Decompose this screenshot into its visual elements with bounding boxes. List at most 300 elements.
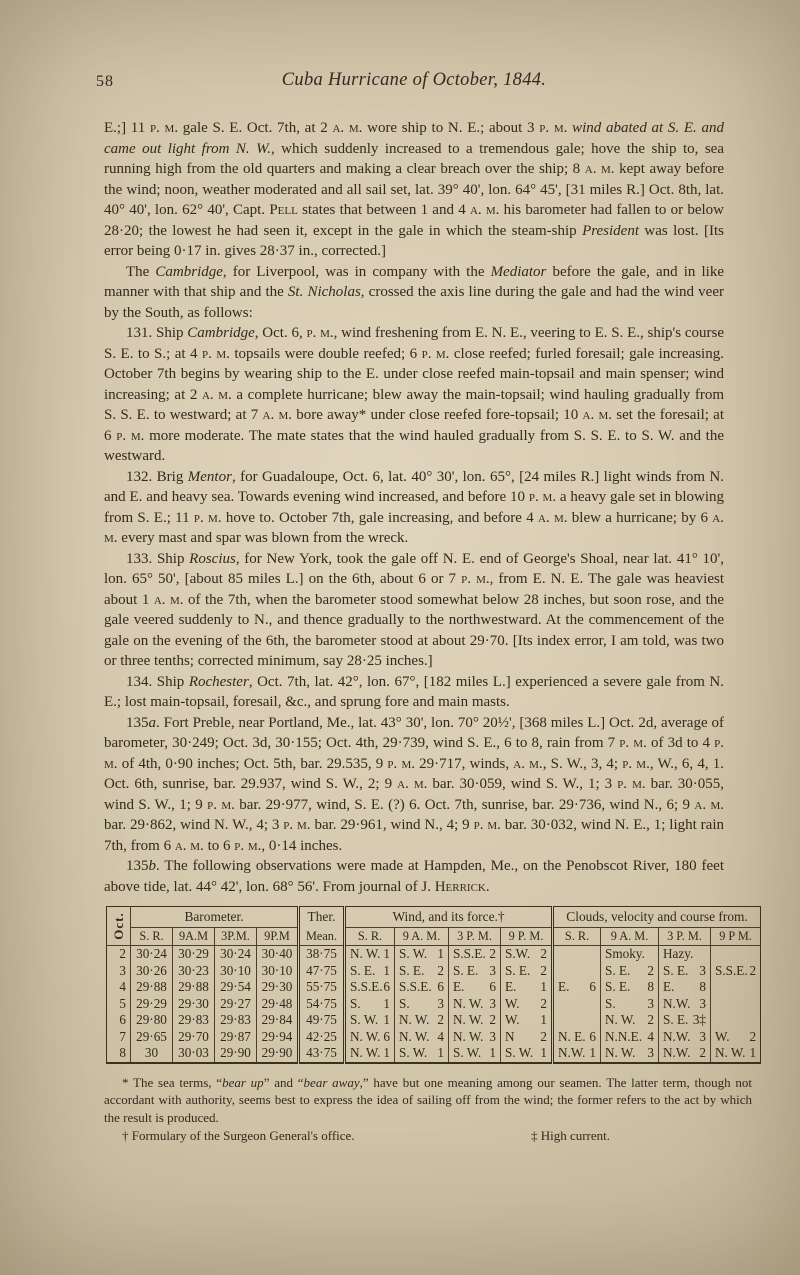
clouds-direction: S. E.: [663, 962, 689, 978]
text-run: , wind freshening from E. N. E., veering to E. S. E., ship's course S. E. to S.; at 4: [104, 325, 724, 362]
group-header: Barometer.: [131, 907, 299, 928]
cell-wind: [395, 963, 449, 980]
cell-barometer: 29·65: [131, 1029, 173, 1046]
text-run: wore ship to N. E.; about 3: [362, 120, 540, 136]
text-run: . The following observations were made at Hampden, Me., on the Penobscot River, 180 feet above tide, lat. 44° 42', lon. 68° 56'. From journal of J.: [104, 858, 724, 895]
cell-wind: [501, 1045, 553, 1063]
month-column-header: [107, 907, 131, 946]
wind-direction: N. W.: [399, 1012, 430, 1028]
wind-direction: S. W.: [505, 1045, 534, 1061]
page-content: [104, 118, 757, 1145]
cell-ther-mean: 43·75: [299, 1045, 345, 1063]
group-header: Clouds, velocity and course from.: [553, 907, 761, 928]
cell-barometer: 30: [131, 1045, 173, 1063]
cell-barometer: 30·40: [257, 946, 299, 963]
wind-direction: N. W.: [350, 1028, 381, 1044]
cell-date: 5: [119, 995, 126, 1011]
text-run: p. m.: [202, 345, 230, 362]
clouds-direction: Hazy.: [663, 946, 694, 962]
paragraph-cambridge-intro: [104, 262, 724, 324]
clouds-direction: N. E.: [558, 1028, 586, 1044]
text-run: p. m.: [473, 817, 501, 833]
cell-barometer: 29·88: [173, 979, 215, 996]
text-run: , 0·14 inches.: [261, 837, 343, 854]
wind-direction: E.: [453, 979, 465, 995]
cell-wind: [395, 946, 449, 963]
wind-force: 2: [437, 1012, 444, 1028]
text-run: E.;] 11: [104, 120, 150, 136]
cell-clouds: [601, 979, 659, 996]
footnote-row: [104, 1127, 752, 1145]
text-run: bar. 29·977, wind, S. E. (?) 6. Oct. 7th, sunrise, bar. 29·736, wind N., 6; 9: [234, 796, 695, 813]
clouds-direction: N.W.: [663, 995, 691, 1011]
text-run: ” and “: [263, 1074, 304, 1090]
text-run: p. m.: [421, 345, 450, 362]
cell-clouds: [659, 996, 711, 1013]
cell-barometer: 30·23: [173, 963, 215, 980]
text-run: , W., 6, 4, 1. Oct. 6th, sunrise, bar. 29.937, wind S. W., 2; 9: [104, 755, 724, 792]
text-run: a. m.: [201, 386, 232, 403]
cell-barometer: 30·29: [173, 946, 215, 963]
clouds-direction: S.: [605, 995, 616, 1011]
cell-wind: [345, 1029, 395, 1046]
text-run: p. m.: [619, 735, 647, 751]
clouds-direction: S. E.: [605, 962, 631, 978]
text-run: a. m.: [469, 202, 500, 218]
table-row: [107, 979, 761, 996]
wind-force: 2: [540, 1028, 548, 1044]
cloud-velocity: 3: [699, 962, 707, 978]
cell-barometer: 29·88: [131, 979, 173, 996]
clouds-direction: N. W.: [715, 1045, 746, 1061]
observations-table: [106, 906, 761, 1064]
text-run: , Oct. 6,: [254, 325, 307, 341]
cloud-velocity: 2: [749, 1028, 757, 1044]
cell-clouds: [553, 1029, 601, 1046]
clouds-direction: N.W.: [663, 1045, 691, 1061]
table-row: [107, 996, 761, 1013]
sub-header: 9P.M: [257, 928, 299, 946]
text-run: p. m.: [149, 120, 179, 136]
cell-wind: [449, 1012, 501, 1029]
cell-barometer: 30·26: [131, 963, 173, 980]
text-run: p. m.: [617, 776, 646, 792]
wind-force: 6: [383, 979, 390, 995]
clouds-direction: Smoky.: [605, 946, 645, 962]
text-run: a. m.: [397, 776, 428, 792]
cell-wind: [501, 979, 553, 996]
wind-force: 4: [437, 1028, 444, 1044]
text-run: , for Guadaloupe, Oct. 6, lat. 40° 30', lon. 65°, [24 miles R.] light winds from N. and E. and heavy sea. Towards evening wind increased, and before 10: [104, 468, 724, 505]
cell-barometer: 29·83: [173, 1012, 215, 1029]
cell-date: 8: [119, 1045, 126, 1061]
cell-barometer: 29·90: [257, 1045, 299, 1063]
cloud-velocity: 2: [749, 962, 757, 978]
cell-clouds: [553, 996, 601, 1013]
text-run: Pell: [269, 202, 298, 218]
wind-direction: S. E.: [399, 962, 425, 978]
wind-direction: S. E.: [453, 962, 479, 978]
footnote-high-current: ‡ High current.: [530, 1128, 610, 1143]
text-run: President: [582, 222, 640, 239]
cell-clouds: [711, 1012, 761, 1029]
text-run: 29·717, winds,: [414, 755, 514, 772]
text-run: bar. 30·059, wind S. W., 1; 3: [427, 776, 618, 792]
table-row: [107, 946, 761, 963]
paragraph-134: [104, 672, 724, 713]
wind-force: 1: [383, 995, 390, 1011]
text-run: bear away: [303, 1074, 360, 1090]
text-run: bore away* under close reefed fore-topsail; 10: [291, 407, 583, 423]
cloud-velocity: 2: [699, 1045, 707, 1061]
cell-wind: [501, 946, 553, 963]
text-run: a. m.: [694, 796, 724, 813]
cloud-velocity: 4: [647, 1028, 655, 1044]
wind-direction: S. W.: [350, 1012, 379, 1028]
text-run: p. m.: [387, 755, 415, 772]
text-run: bar. 30·055, wind S. W., 1; 9: [104, 776, 724, 813]
cell-clouds: [711, 963, 761, 980]
wind-force: 1: [383, 946, 390, 962]
cell-barometer: 30·10: [257, 963, 299, 980]
text-run: a. m.: [513, 755, 543, 772]
footnotes: [104, 1074, 752, 1145]
cell-ther-mean: 49·75: [299, 1012, 345, 1029]
cloud-velocity: 3‡: [692, 1012, 707, 1028]
wind-direction: N. W.: [350, 1045, 381, 1061]
wind-direction: N. W.: [453, 995, 484, 1011]
cell-clouds: [659, 979, 711, 996]
text-run: gale S. E. Oct. 7th, at 2: [178, 120, 333, 136]
text-run: p. m.: [104, 735, 724, 772]
page-title: Cuba Hurricane of October, 1844.: [281, 70, 547, 90]
cell-clouds: [553, 1045, 601, 1063]
text-run: a. m.: [262, 407, 292, 423]
cell-wind: [449, 979, 501, 996]
wind-force: 6: [437, 979, 444, 995]
clouds-direction: E.: [663, 979, 675, 995]
cell-wind: [345, 1012, 395, 1029]
cell-barometer: 29·30: [173, 996, 215, 1013]
text-run: a. m.: [104, 509, 724, 546]
cell-clouds: [601, 996, 659, 1013]
wind-force: 3: [489, 962, 496, 978]
group-header: Wind, and its force.†: [345, 907, 553, 928]
cloud-velocity: 1: [749, 1045, 757, 1061]
paragraph-131: [104, 323, 724, 467]
wind-force: 3: [489, 1028, 496, 1044]
body-text: [104, 118, 724, 897]
cell-clouds: [601, 1012, 659, 1029]
text-run: , for New York, took the gale off N. E. end of George's Shoal, near lat. 41° 10', lon. 65° 50', [about 85 miles L.] on the 6th, about 6 or 7: [104, 550, 725, 587]
text-run: * The sea terms, “: [122, 1074, 223, 1090]
text-run: Mediator: [490, 263, 547, 280]
cloud-velocity: 3: [699, 995, 707, 1011]
text-run: more moderate. The mate states that the wind hauled gradually from S. S. E. to S. W. and the westward.: [104, 427, 725, 464]
cell-wind: [501, 996, 553, 1013]
cell-wind: [345, 1045, 395, 1063]
paragraph-132: [104, 467, 724, 549]
wind-direction: E.: [505, 979, 517, 995]
wind-force: 1: [540, 1045, 548, 1061]
text-run: bar. 29·961, wind N., 4; 9: [310, 817, 474, 833]
cell-barometer: 29·27: [215, 996, 257, 1013]
cell-wind: [449, 1045, 501, 1063]
clouds-direction: N.N.E.: [605, 1028, 643, 1044]
sub-header: S. R.: [553, 928, 601, 946]
cell-wind: [395, 979, 449, 996]
wind-force: 6: [383, 1028, 390, 1044]
text-run: Mentor: [187, 468, 232, 485]
wind-direction: S.S.E.: [453, 946, 486, 962]
table-row: [107, 963, 761, 980]
text-run: 134. Ship: [126, 673, 189, 690]
cloud-velocity: 3: [647, 995, 655, 1011]
text-run: topsails were double reefed; 6: [229, 345, 422, 362]
sub-header: S. R.: [131, 928, 173, 946]
cell-wind: [345, 946, 395, 963]
cell-barometer: 29·94: [257, 1029, 299, 1046]
cell-barometer: 29·80: [131, 1012, 173, 1029]
wind-force: 2: [540, 946, 548, 962]
paragraph-135a: [104, 713, 724, 857]
cloud-velocity: 6: [589, 1028, 597, 1044]
text-run: his barometer had fallen to or below 28·20; the lowest he had seen it, except in the gale in which the steam-ship: [104, 202, 724, 239]
text-run: a. m.: [582, 407, 613, 423]
cell-date: 6: [119, 1012, 126, 1028]
text-run: p. m.: [528, 489, 557, 505]
cell-wind: [345, 996, 395, 1013]
sub-header: 3P.M.: [215, 928, 257, 946]
sub-header: Mean.: [299, 928, 345, 946]
cell-barometer: 29·29: [131, 996, 173, 1013]
cell-clouds: [553, 963, 601, 980]
cell-barometer: 30·24: [215, 946, 257, 963]
text-run: bar. 29·862, wind N. W., 4; 3: [104, 817, 284, 833]
text-run: b: [148, 858, 156, 874]
wind-direction: S. W.: [453, 1045, 482, 1061]
text-run: 135: [126, 858, 149, 874]
text-run: to 6: [203, 837, 235, 854]
text-run: a: [148, 714, 156, 731]
cell-wind: [345, 963, 395, 980]
text-run: a. m.: [332, 120, 363, 136]
text-run: of the 7th, when the barometer stood somewhat below 28 inches, but soon rose, and the gale veered suddenly to N., and thence gradually to the northwestward. At the commencement of the gale on the evening of the 6th, the barometer stood at about 29·70. [Its index error, I am told, was two or three tenths; corrected minimum, say 28·25 inches.]: [104, 591, 724, 669]
cloud-velocity: 3: [699, 1028, 707, 1044]
text-run: ,” have but one meaning among our seamen. The latter term, though not accordant with authority, seems best to express the idea of sailing off from the wind; the former refers to the act by which the result is produced.: [104, 1074, 752, 1125]
text-run: p. m.: [622, 755, 650, 772]
text-run: was lost. [Its error being 0·17 in. gives 28·37 in., corrected.]: [104, 222, 724, 259]
clouds-direction: S. E.: [605, 979, 631, 995]
cloud-velocity: 2: [647, 1012, 655, 1028]
wind-direction: N. W.: [350, 946, 381, 962]
sub-header: 3 P. M.: [449, 928, 501, 946]
cell-clouds: [711, 1029, 761, 1046]
wind-force: 6: [489, 979, 496, 995]
text-run: blew a hurricane; by 6: [567, 509, 713, 526]
footnote-sea-terms: [104, 1074, 752, 1127]
cell-clouds: [659, 1012, 711, 1029]
cell-wind: [395, 1045, 449, 1063]
text-run: , Oct. 7th, lat. 42°, lon. 67°, [182 miles L.] experienced a severe gale from N. E.; lost main-topsail, foresail, &c., and sprung fore and main masts.: [104, 673, 724, 710]
cell-wind: [395, 1029, 449, 1046]
text-run: p. m.: [539, 120, 568, 136]
text-run: p. m.: [193, 509, 222, 526]
wind-direction: S.S.E.: [399, 979, 432, 995]
cell-barometer: 29·90: [215, 1045, 257, 1063]
wind-direction: S.W.: [505, 946, 531, 962]
wind-direction: N. W.: [453, 1028, 484, 1044]
cell-barometer: 30·24: [131, 946, 173, 963]
cloud-velocity: 8: [647, 979, 655, 995]
wind-direction: S.: [350, 995, 361, 1011]
text-run: Rochester: [188, 673, 249, 690]
wind-force: 1: [437, 1045, 444, 1061]
text-run: hove to. October 7th, gale increasing, and before 4: [221, 509, 538, 526]
text-run: a. m.: [153, 591, 184, 608]
wind-force: 2: [540, 995, 548, 1011]
clouds-direction: N.W.: [558, 1045, 586, 1061]
cloud-velocity: 2: [647, 962, 655, 978]
sub-header: 9 A. M.: [395, 928, 449, 946]
clouds-direction: N. W.: [605, 1045, 636, 1061]
clouds-direction: N. W.: [605, 1012, 636, 1028]
wind-direction: S. W.: [399, 946, 428, 962]
clouds-direction: S.S.E.: [715, 962, 748, 978]
text-run: The: [126, 263, 156, 280]
cell-clouds: [601, 963, 659, 980]
wind-direction: W.: [505, 1012, 520, 1028]
wind-direction: S.S.E.: [350, 979, 383, 995]
cell-barometer: 29·70: [173, 1029, 215, 1046]
group-header: Ther.: [299, 907, 345, 928]
text-run: of 3d to 4: [646, 735, 715, 751]
text-run: p. m.: [207, 796, 235, 813]
text-run: , crossed the axis line during the gale and had the wind veer by the South, as follows:: [104, 284, 724, 321]
cloud-velocity: 8: [699, 979, 707, 995]
paragraph-continuation: [104, 118, 724, 262]
cell-clouds: [711, 946, 761, 963]
cell-clouds: [601, 1045, 659, 1063]
cell-barometer: 29·48: [257, 996, 299, 1013]
text-run: Herrick: [434, 878, 486, 895]
clouds-direction: W.: [715, 1028, 730, 1044]
text-run: before the gale, and in like manner with that ship and the: [104, 263, 724, 300]
text-run: p. m.: [116, 427, 145, 444]
sub-header: 9 P M.: [711, 928, 761, 946]
wind-direction: N: [505, 1028, 515, 1044]
cell-clouds: [601, 946, 659, 963]
wind-force: 2: [489, 946, 496, 962]
text-run: bar. 30·032, wind N. E., 1; light rain 7th, from 6: [104, 817, 724, 854]
paragraph-135b: [104, 856, 724, 897]
cell-ther-mean: 47·75: [299, 963, 345, 980]
cell-wind: [449, 963, 501, 980]
text-run: a heavy gale set in blowing from S. E.; 11: [104, 489, 724, 526]
wind-direction: W.: [505, 995, 520, 1011]
text-run: states that between 1 and 4: [297, 202, 470, 218]
sub-header: 3 P. M.: [659, 928, 711, 946]
page-number: 58: [96, 73, 114, 90]
table-row: [107, 1012, 761, 1029]
cell-barometer: 29·87: [215, 1029, 257, 1046]
wind-force: 1: [383, 1045, 390, 1061]
sub-header: 9A.M: [173, 928, 215, 946]
wind-direction: S.: [399, 995, 410, 1011]
text-run: , S. W., 3, 4;: [542, 755, 623, 772]
wind-force: 2: [437, 962, 444, 978]
text-run: a. m.: [584, 161, 615, 177]
sub-header: 9 P. M.: [501, 928, 553, 946]
cell-wind: [395, 996, 449, 1013]
text-run: . Fort Preble, near Portland, Me., lat. 43° 30', lon. 70° 20½', [368 miles L.] Oct. 2d, average of barometer, 30·249; Oct. 3d, 30·155; Oct. 4th, 29·739, wind S. E., 6 to 8, rain from 7: [104, 714, 724, 751]
cell-clouds: [659, 946, 711, 963]
wind-direction: S. E.: [350, 962, 376, 978]
text-run: , which suddenly increased to a tremendous gale; hove the ship to, sea running high from the old quarters and making a clear breach over the ship; 8: [104, 140, 724, 177]
cell-clouds: [553, 946, 601, 963]
cell-clouds: [711, 979, 761, 996]
cell-ther-mean: 54·75: [299, 996, 345, 1013]
cell-ther-mean: 55·75: [299, 979, 345, 996]
text-run: , for Liverpool, was in company with the: [222, 263, 491, 280]
text-run: p. m.: [283, 817, 311, 833]
footnote-formulary: † Formulary of the Surgeon General's office.: [122, 1128, 355, 1143]
text-run: close reefed; furled foresail; gale increasing. October 7th begins by wearing ship to the E. under close reefed main-topsail and main spenser; wind increasing; at 2: [104, 345, 724, 403]
cell-date: 3: [119, 962, 126, 978]
text-run: a complete hurricane; blew away the main-topsail; wind hauling gradually from S. S. E. to westward; at 7: [104, 386, 725, 423]
cell-barometer: 29·54: [215, 979, 257, 996]
cell-barometer: 29·83: [215, 1012, 257, 1029]
cloud-velocity: 3: [647, 1045, 655, 1061]
cell-clouds: [553, 1012, 601, 1029]
cell-date: 2: [119, 946, 126, 962]
text-run: 133. Ship: [126, 550, 190, 567]
wind-direction: S. E.: [505, 962, 531, 978]
text-run: , from E. N. E. The gale was heaviest about 1: [104, 571, 724, 608]
text-run: a. m.: [174, 837, 204, 854]
wind-force: 1: [383, 1012, 390, 1028]
sub-header: S. R.: [345, 928, 395, 946]
cloud-velocity: 6: [589, 979, 597, 995]
cell-clouds: [659, 1045, 711, 1063]
cell-ther-mean: 42·25: [299, 1029, 345, 1046]
text-run: of 4th, 0·90 inches; Oct. 5th, bar. 29.535, 9: [117, 755, 388, 772]
cell-clouds: [659, 1029, 711, 1046]
wind-force: 1: [540, 979, 548, 995]
text-run: St. Nicholas: [287, 284, 361, 300]
wind-direction: N. W.: [399, 1028, 430, 1044]
clouds-direction: N.W.: [663, 1028, 691, 1044]
clouds-direction: E.: [558, 979, 570, 995]
cell-wind: [501, 1029, 553, 1046]
table-row: [107, 1045, 761, 1063]
cell-barometer: 29·84: [257, 1012, 299, 1029]
cell-wind: [395, 1012, 449, 1029]
text-run: Cambridge: [187, 325, 255, 341]
wind-force: 1: [437, 946, 444, 962]
text-run: .: [485, 878, 490, 895]
clouds-direction: S. E.: [663, 1012, 689, 1028]
wind-force: 2: [540, 962, 548, 978]
text-run: 132. Brig: [126, 468, 188, 485]
text-run: set the foresail; at 6: [104, 407, 724, 444]
cell-wind: [449, 1029, 501, 1046]
text-run: bear up: [222, 1074, 264, 1090]
wind-force: 1: [489, 1045, 496, 1061]
text-run: a. m.: [538, 509, 568, 526]
text-run: 135: [126, 714, 149, 731]
cell-clouds: [659, 963, 711, 980]
